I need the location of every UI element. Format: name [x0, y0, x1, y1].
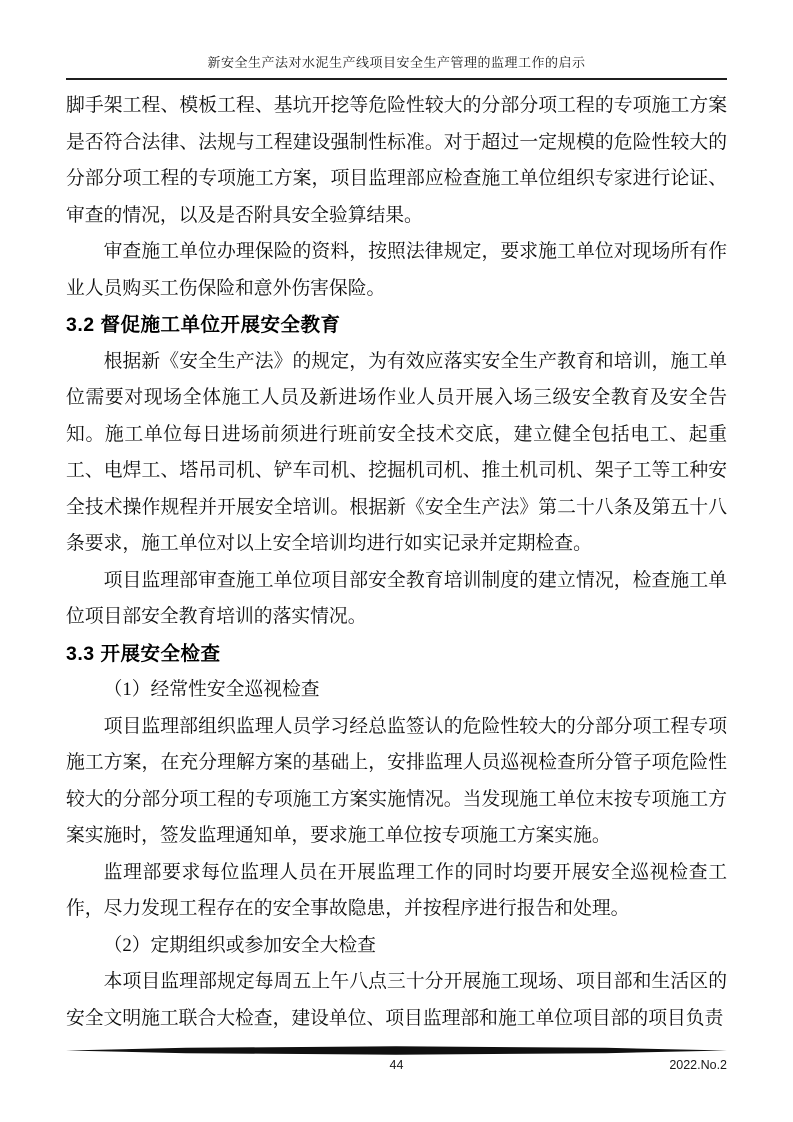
paragraph: 项目监理部审查施工单位项目部安全教育培训制度的建立情况，检查施工单位项目部安全教育培训的落实情况。 [66, 569, 727, 627]
header-rule [66, 78, 727, 80]
running-header: 新安全生产法对水泥生产线项目安全生产管理的监理工作的启示 [207, 55, 586, 70]
document-body [66, 88, 727, 1037]
paragraph: 监理部要求每位监理人员在开展监理工作的同时均要开展安全巡视检查工作，尽力发现工程存在的安全事故隐患，并按程序进行报告和处理。 [66, 861, 727, 919]
paragraph: 脚手架工程、模板工程、基坑开挖等危险性较大的分部分项工程的专项施工方案是否符合法律、法规与工程建设强制性标准。对于超过一定规模的危险性较大的分部分项工程的专项施工方案，项目监理部应检查施工单位组织专家进行论证、审查的情况，以及是否附具安全验算结果。 [66, 95, 727, 226]
paragraph: （2）定期组织或参加安全大检查 [103, 934, 376, 956]
paragraph: （1）经常性安全巡视检查 [103, 679, 320, 700]
paragraph: 项目监理部组织监理人员学习经总监签认的危险性较大的分部分项工程专项施工方案，在充分理解方案的基础上，安排监理人员巡视检查所分管子项危险性较大的分部分项工程的专项施工方案实施情况。当发现施工单位末按专项施工方案实施时，签发监理通知单，要求施工单位按专项施工方案实施。 [66, 715, 727, 846]
page-footer [66, 1046, 727, 1076]
page-number: 44 [389, 1058, 404, 1072]
section-heading: 3.2 督促施工单位开展安全教育 [66, 314, 341, 336]
paragraph: 本项目监理部规定每周五上午八点三十分开展施工现场、项目部和生活区的安全文明施工联合大检查，建设单位、项目监理部和施工单位项目部的项目负责 [66, 971, 727, 1029]
footer-rule [66, 1046, 727, 1055]
paragraph: 审查施工单位办理保险的资料，按照法律规定，要求施工单位对现场所有作业人员购买工伤保险和意外伤害保险。 [66, 241, 727, 299]
section-heading: 3.3 开展安全检查 [66, 642, 221, 665]
paragraph: 根据新《安全生产法》的规定，为有效应落实安全生产教育和培训，施工单位需要对现场全体施工人员及新进场作业人员开展入场三级安全教育及安全告知。施工单位每日进场前须进行班前安全技术交底，建立健全包括电工、起重工、电焊工、塔吊司机、铲车司机、挖掘机司机、推土机司机、架子工等工种安全技术操作规程并开展安全培训。根据新《安全生产法》第二十八条及第五十八条要求，施工单位对以上安全培训均进行如实记录并定期检查。 [66, 350, 727, 554]
issue-label: 2022.No.2 [669, 1058, 727, 1072]
